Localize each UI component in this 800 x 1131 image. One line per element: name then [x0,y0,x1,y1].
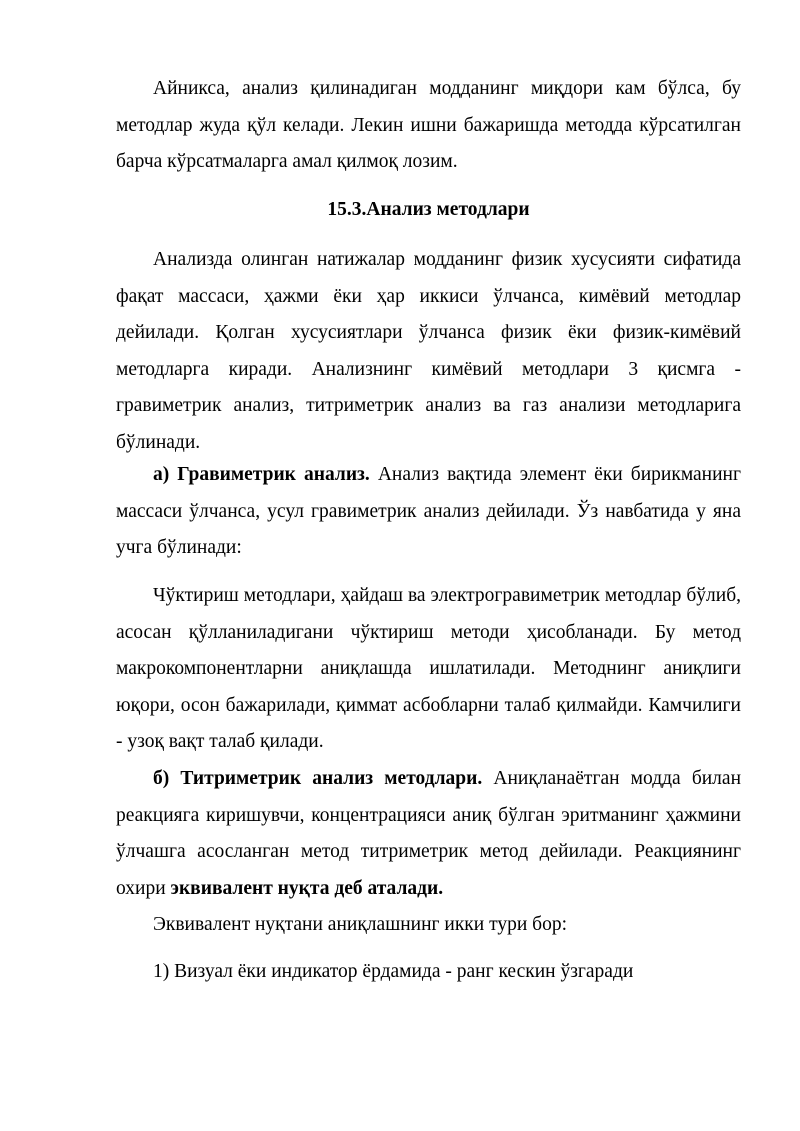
paragraph-gravimetric [116,457,741,567]
gravimetric-text: Анализ вақтида элемент ёки бирикманинг массаси ўлчанса, усул гравиметрик анализ дейилади. Ўз навбатида у яна учга бўлинади: [116,464,741,558]
titrimetric-text: Аниқланаётган модда билан реакцияга киришувчи, концентрацияси аниқ бўлган эритманинг ҳажмини ўлчашга асосланган метод титриметрик метод дейилади. Реакциянинг охири [116,768,741,899]
section-heading: 15.3.Анализ методлари [327,199,530,220]
titrimetric-subheading: б) Титриметрик анализ методлари. [153,768,483,789]
paragraph-analysis-methods: Анализда олинган натижалар модданинг физик хусусияти сифатида фақат массаси, ҳажми ёки ҳар иккиси ўлчанса, кимёвий методлар дейилади. Қолган хусусиятлари ўлчанса физик ёки физик-кимёвий методларга киради. Анализнинг кимёвий методлари 3 қисмга - гравиметрик анализ, титриметрик анализ ва газ анализи методларига бўлинади. [116,249,741,453]
paragraph-equivalence-types: Эквивалент нуқтани аниқлашнинг икки тури бор: [153,914,567,935]
list-item-visual: 1) Визуал ёки индикатор ёрдамида - ранг кескин ўзгаради [153,961,634,982]
paragraph-titrimetric [116,761,741,907]
paragraph-intro: Айникса, анализ қилинадиган модданинг миқдори кам бўлса, бу методлар жуда қўл келади. Лекин ишни бажаришда методда кўрсатилган барча кўрсатмаларга амал қилмоқ лозим. [116,78,741,172]
equivalence-point-term: эквивалент нуқта деб аталади. [170,877,444,899]
paragraph-precipitation-methods: Чўктириш методлари, ҳайдаш ва электрогравиметрик методлар бўлиб, асосан қўлланиладигани чўктириш методи ҳисобланади. Бу метод макрокомпонентларни аниқлашда ишлатилади. Методнинг аниқлиги юқори, осон бажарилади, қиммат асбобларни талаб қилмайди. Камчилиги - узоқ вақт талаб қилади. [116,585,741,752]
gravimetric-subheading: а) Гравиметрик анализ. [153,464,370,485]
